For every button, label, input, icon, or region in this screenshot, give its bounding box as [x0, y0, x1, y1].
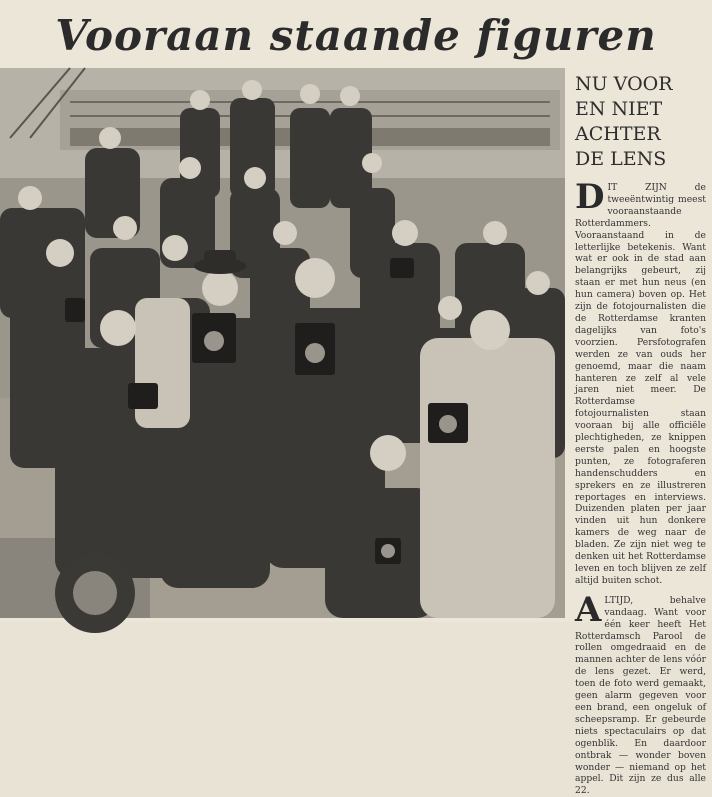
drop-cap-2: A [575, 589, 602, 630]
paragraph-2-text: LTIJD, behalve vandaag. Want voor één keer heeft Het Rotterdamsch Parool de rollen omgedraaid en de mannen achter de lens vóór de lens gezet. Er werd, toen de foto werd gemaakt, geen alarm gegeven voor een brand, een ongeluk of scheepsramp. Er gebeurde niets spectaculairs op dat ogenblik. En daardoor ontbrak — wonder boven wonder — niemand op het appel. Dit zijn ze dus alle 22. [575, 594, 706, 797]
paragraph-1-text: IT ZIJN de tweeëntwintig meest vooraanstaande Rotterdammers. Vooraanstaand in de letterlijke betekenis. Want wat er ook in de stad aan belangrijks gebeurt, zij staan er met hun neus (en hun camera) boven op. Het zijn de fotojournalisten die de Rotterdamse kranten dagelijks van foto's voorzien. Persfotografen werden ze van ouds her genoemd, maar die naam hanteren ze zelf al vele jaren niet meer. De Rotterdamse fotojournalisten staan vooraan bij alle officiële plechtigheden, ze knippen eerste palen en hoogste punten, ze fotograferen handenschudders en sprekers en ze illustreren reportages en interviews. Duizenden platen per jaar vinden uit hun donkere kamers de weg naar de bladen. Ze zijn niet weg te denken uit het Rotterdamse leven en toch blijven ze zelf altijd buiten schot. [575, 182, 706, 586]
article-paragraph-1 [575, 177, 706, 587]
article-paragraph-2 [575, 589, 706, 797]
subheading [575, 72, 708, 172]
subhead-line-4: DE LENS [575, 148, 667, 170]
subhead-line-1: NU VOOR [575, 73, 673, 95]
article-column [571, 70, 708, 797]
headline: Vooraan staande figuren [55, 11, 657, 60]
subhead-line-2: EN NIET [575, 98, 663, 120]
drop-cap-1: D [575, 177, 605, 217]
subhead-line-3: ACHTER [575, 123, 661, 145]
group-photo-photographers [0, 68, 565, 618]
photo-illustration [0, 68, 565, 618]
article-body [575, 177, 706, 797]
